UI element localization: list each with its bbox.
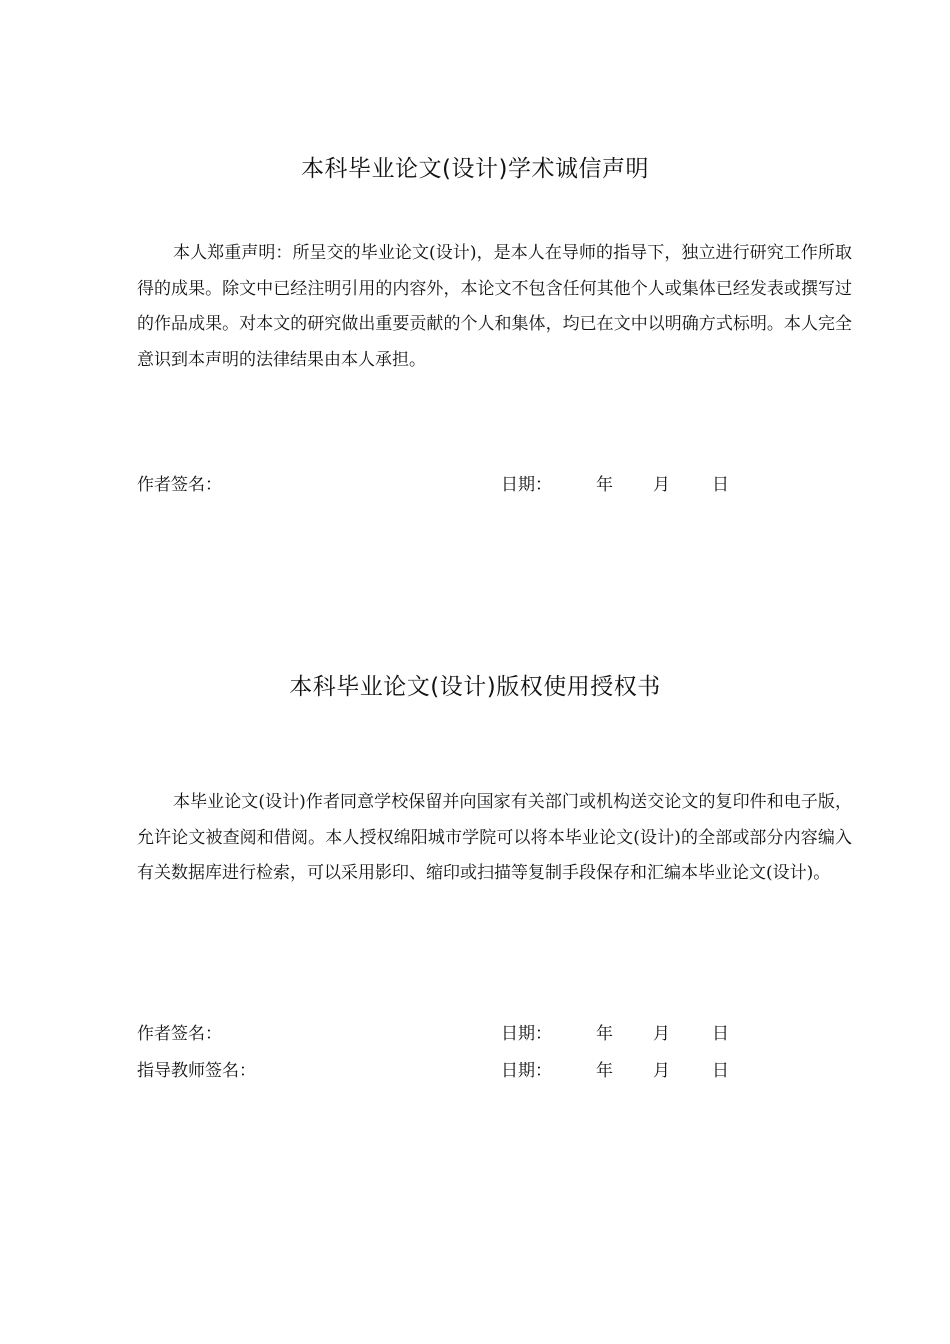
month-label: 月 — [653, 1061, 670, 1081]
authorization-author-signature-row — [137, 1019, 852, 1043]
declaration-title: 本科毕业论文(设计)学术诚信声明 — [301, 156, 649, 182]
date-label: 日期： — [501, 1024, 552, 1044]
year-label: 年 — [596, 1061, 613, 1081]
author-signature-label: 作者签名： — [137, 1024, 222, 1044]
day-label: 日 — [712, 1024, 729, 1044]
advisor-signature-label: 指导教师签名： — [137, 1061, 256, 1081]
month-label: 月 — [653, 1024, 670, 1044]
authorization-body: 本毕业论文(设计)作者同意学校保留并向国家有关部门或机构送交论文的复印件和电子版，允许论文被查阅和借阅。本人授权绵阳城市学院可以将本毕业论文(设计)的全部或部分内容编入有关数据库进行检索，可以采用影印、缩印或扫描等复制手段保存和汇编本毕业论文(设计)。 — [137, 792, 852, 883]
month-label: 月 — [653, 475, 670, 495]
date-label: 日期： — [501, 475, 552, 495]
day-label: 日 — [712, 475, 729, 495]
declaration-body: 本人郑重声明：所呈交的毕业论文(设计)，是本人在导师的指导下，独立进行研究工作所取得的成果。除文中已经注明引用的内容外，本论文不包含任何其他个人或集体已经发表或撰写过的作品成果。对本文的研究做出重要贡献的个人和集体，均已在文中以明确方式标明。本人完全意识到本声明的法律结果由本人承担。 — [137, 243, 852, 370]
authorization-advisor-signature-row — [137, 1056, 852, 1080]
authorization-title: 本科毕业论文(设计)版权使用授权书 — [289, 674, 661, 700]
declaration-signature-row — [137, 470, 852, 494]
year-label: 年 — [596, 475, 613, 495]
day-label: 日 — [712, 1061, 729, 1081]
year-label: 年 — [596, 1024, 613, 1044]
author-signature-label: 作者签名： — [137, 475, 222, 495]
date-label: 日期： — [501, 1061, 552, 1081]
